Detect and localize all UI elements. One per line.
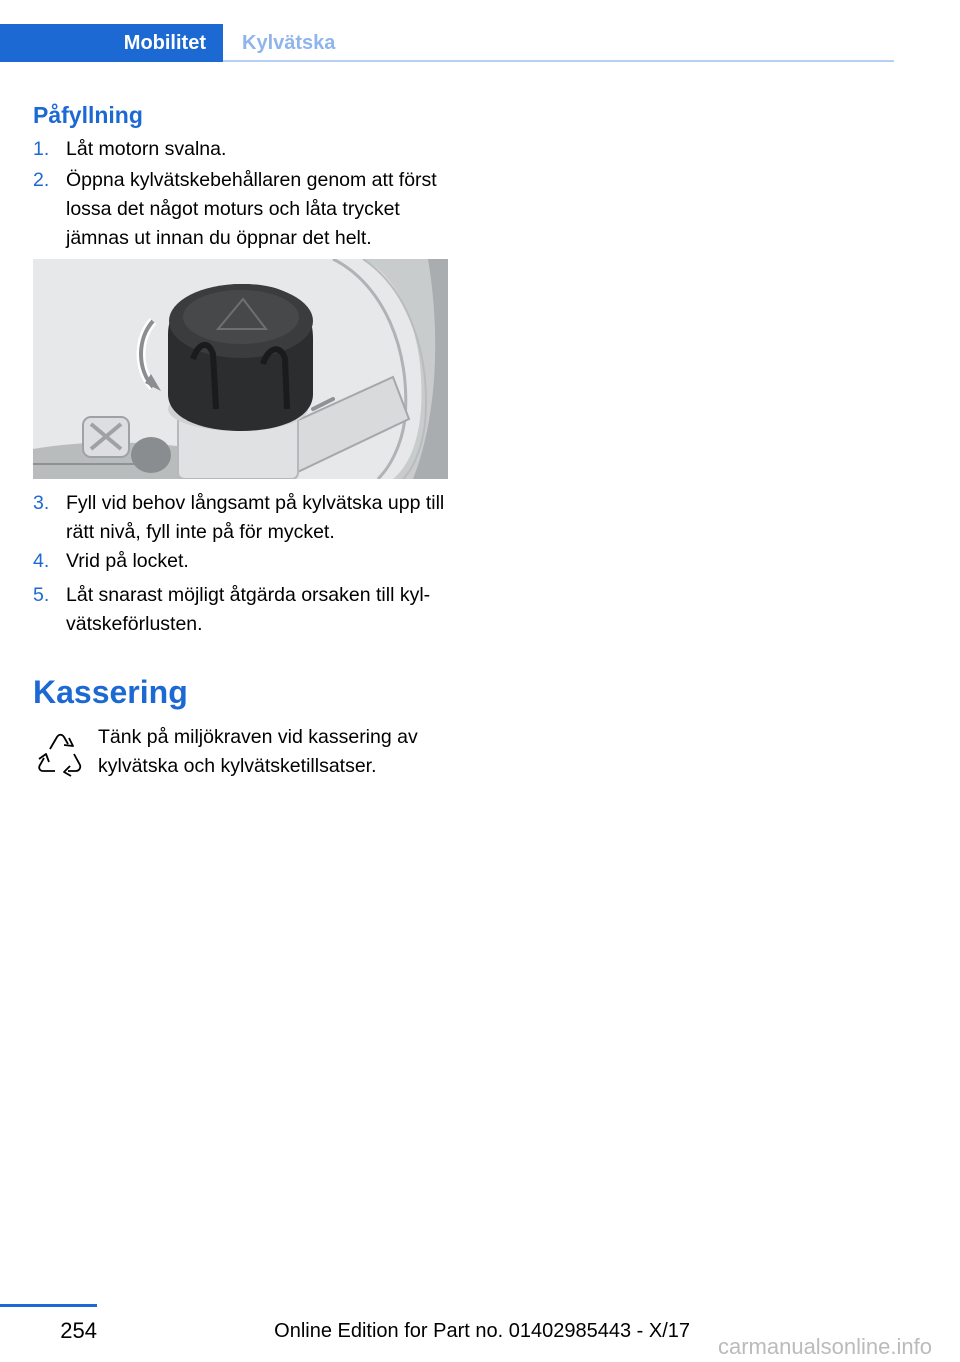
tab-kylvatska[interactable]: Kylvätska — [242, 31, 336, 54]
step-text: Fyll vid behov långsamt på kylvätska upp till rätt nivå, fyll inte på för mycket. — [66, 492, 445, 543]
list-item — [33, 489, 453, 547]
section-heading: Kassering — [33, 674, 188, 710]
edition-text: Online Edition for Part no. 01402985443 - X/17 — [274, 1320, 690, 1342]
header-divider — [223, 60, 894, 62]
step-text: Låt motorn svalna. — [66, 138, 227, 160]
watermark: carmanualsonline.info — [717, 1334, 932, 1359]
disposal-note: Tänk på miljökraven vid kassering av kylvätska och kylvätsketillsatser. — [98, 726, 418, 777]
page-number: 254 — [60, 1318, 97, 1343]
step-number: 3. — [33, 492, 50, 514]
coolant-cap-illustration — [33, 259, 448, 479]
list-item — [33, 547, 453, 576]
list-item — [33, 166, 453, 253]
footer-divider — [0, 1304, 97, 1307]
step-text: Vrid på locket. — [66, 550, 189, 572]
recycle-icon — [33, 728, 87, 782]
step-number: 1. — [33, 138, 50, 160]
section-subheading: Påfyllning — [33, 102, 143, 128]
step-number: 5. — [33, 584, 50, 606]
step-text: Låt snarast möjligt åtgärda orsaken till kylvätskeförlusten. — [66, 584, 431, 635]
step-number: 4. — [33, 550, 50, 572]
step-text: Öppna kylvätskebehållaren genom att först lossa det något moturs och låta trycket jämnas ut innan du öppnar det helt. — [66, 169, 437, 249]
step-number: 2. — [33, 169, 50, 191]
tab-mobilitet[interactable]: Mobilitet — [0, 24, 223, 62]
page-header — [0, 0, 894, 62]
list-item — [33, 135, 453, 164]
list-item — [33, 581, 453, 639]
